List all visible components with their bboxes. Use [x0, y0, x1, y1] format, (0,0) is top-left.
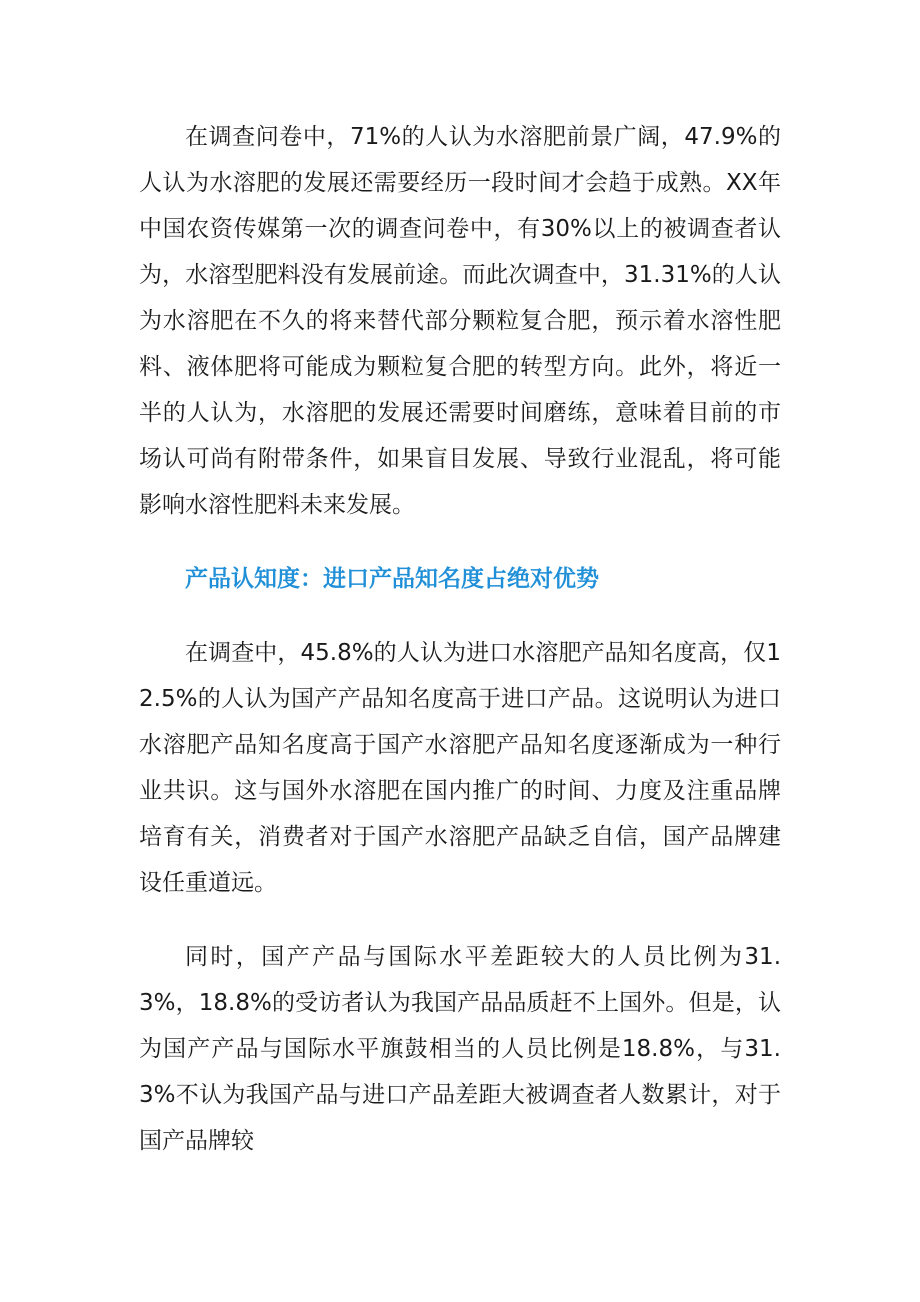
- paragraph-market-outlook: 在调查问卷中，71%的人认为水溶肥前景广阔，47.9%的人认为水溶肥的发展还需要经历一段时间才会趋于成熟。XX年中国农资传媒第一次的调查问卷中，有30%以上的被调查者认为，水溶型肥料没有发展前途。而此次调查中，31.31%的人认为水溶肥在不久的将来替代部分颗粒复合肥，预示着水溶性肥料、液体肥将可能成为颗粒复合肥的转型方向。此外，将近一半的人认为，水溶肥的发展还需要时间磨练，意味着目前的市场认可尚有附带条件，如果盲目发展、导致行业混乱，将可能影响水溶性肥料未来发展。: [139, 124, 781, 518]
- paragraph-import-awareness: 在调查中，45.8%的人认为进口水溶肥产品知名度高，仅12.5%的人认为国产产品知名度高于进口产品。这说明认为进口水溶肥产品知名度高于国产水溶肥产品知名度逐渐成为一种行业共识。这与国外水溶肥在国内推广的时间、力度及注重品牌培育有关，消费者对于国产水溶肥产品缺乏自信，国产品牌建设任重道远。: [139, 640, 781, 896]
- paragraph-domestic-gap: 同时，国产产品与国际水平差距较大的人员比例为31.3%，18.8%的受访者认为我国产品品质赶不上国外。但是，认为国产产品与国际水平旗鼓相当的人员比例是18.8%，与31.3%不认为我国产品与进口产品差距大被调查者人数累计，对于国产品牌较: [139, 944, 781, 1154]
- document-body: [139, 114, 781, 1164]
- section-heading-product-awareness: 产品认知度：进口产品知名度占绝对优势: [185, 566, 599, 592]
